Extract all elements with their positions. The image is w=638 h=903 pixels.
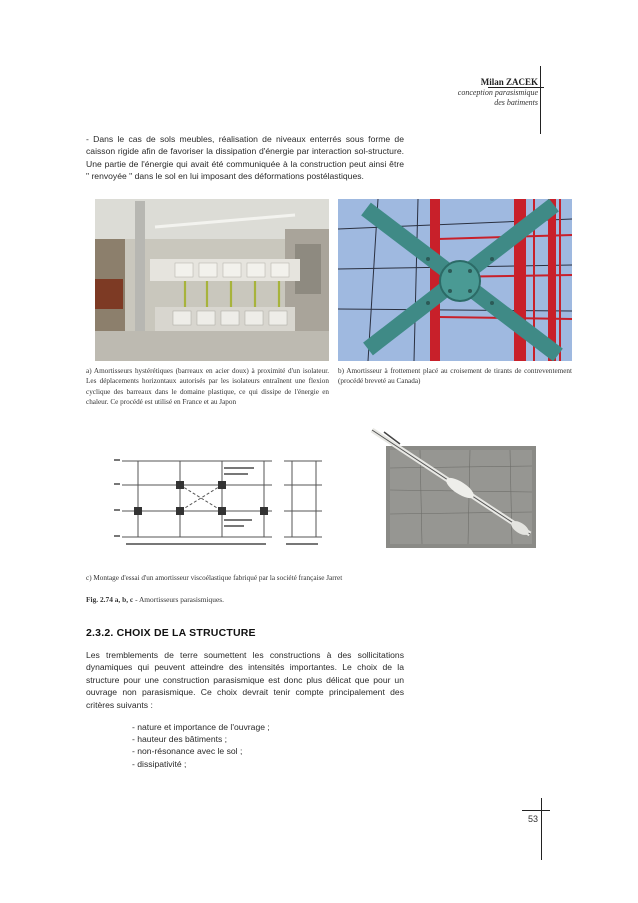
header-subtitle-line2: des batiments xyxy=(494,98,538,107)
header-subtitle-line1: conception parasismique xyxy=(457,88,538,97)
list-item: - hauteur des bâtiments ; xyxy=(132,734,228,745)
header-rule-horizontal xyxy=(488,87,544,88)
photo-friction-damper xyxy=(338,199,572,361)
caption-c: c) Montage d'essai d'un amortisseur viscoélastique fabriqué par la société française Jarret xyxy=(86,574,343,582)
criteria-list xyxy=(132,721,270,770)
drawing-test-rig-elevation xyxy=(112,455,326,555)
caption-b: b) Amortisseur à frottement placé au croisement de tirants de contreventement (procédé breveté au Canada) xyxy=(338,367,572,386)
header-author: Milan ZACEK xyxy=(480,77,538,87)
header-rule-vertical xyxy=(540,66,541,134)
list-item: - non-résonance avec le sol ; xyxy=(132,746,243,757)
figure-title: - Amortisseurs parasismiques. xyxy=(133,595,224,604)
footer-rule-horizontal xyxy=(522,810,550,811)
figure-label xyxy=(86,595,224,604)
list-item: - dissipativité ; xyxy=(132,758,187,769)
page-number: 53 xyxy=(528,814,539,824)
section-paragraph: Les tremblements de terre soumettent les constructions à des sollicitations dynamiques qui peuvent atteindre des intensités importantes. Le choix de la structure pour une construction parasismique est donc plus délicat que pour un ouvrage non parasismique. Ce choix devrait tenir compte principalement des critères suivants : xyxy=(86,650,404,710)
list-item: - nature et importance de l'ouvrage ; xyxy=(132,722,270,732)
footer-rule-vertical xyxy=(541,798,542,860)
caption-a: a) Amortisseurs hystérétiques (barreaux en acier doux) à proximité d'un isolateur. Les déplacements horizontaux autorisés par les isolateurs entraînent une flexion cyclique des barreaux dans le domaine plastique, ce qui dissipe de l'énergie en chaleur. Ce procédé est utilisé en France et au Japon xyxy=(86,367,329,406)
figure-number: Fig. 2.74 a, b, c xyxy=(86,595,134,604)
drawing-viscoelastic-damper xyxy=(370,428,552,568)
photo-hysteretic-dampers xyxy=(95,199,329,361)
intro-paragraph: - Dans le cas de sols meubles, réalisation de niveaux enterrés sous forme de caisson rigide afin de favoriser la dissipation d'énergie par interaction sol-structure. Une partie de l'énergie qui avait été communiquée à la construction peut ainsi être " renvoyée " dans le sol en lui imposant des déformations postélastiques. xyxy=(86,134,404,182)
section-heading: 2.3.2. CHOIX DE LA STRUCTURE xyxy=(86,627,256,639)
